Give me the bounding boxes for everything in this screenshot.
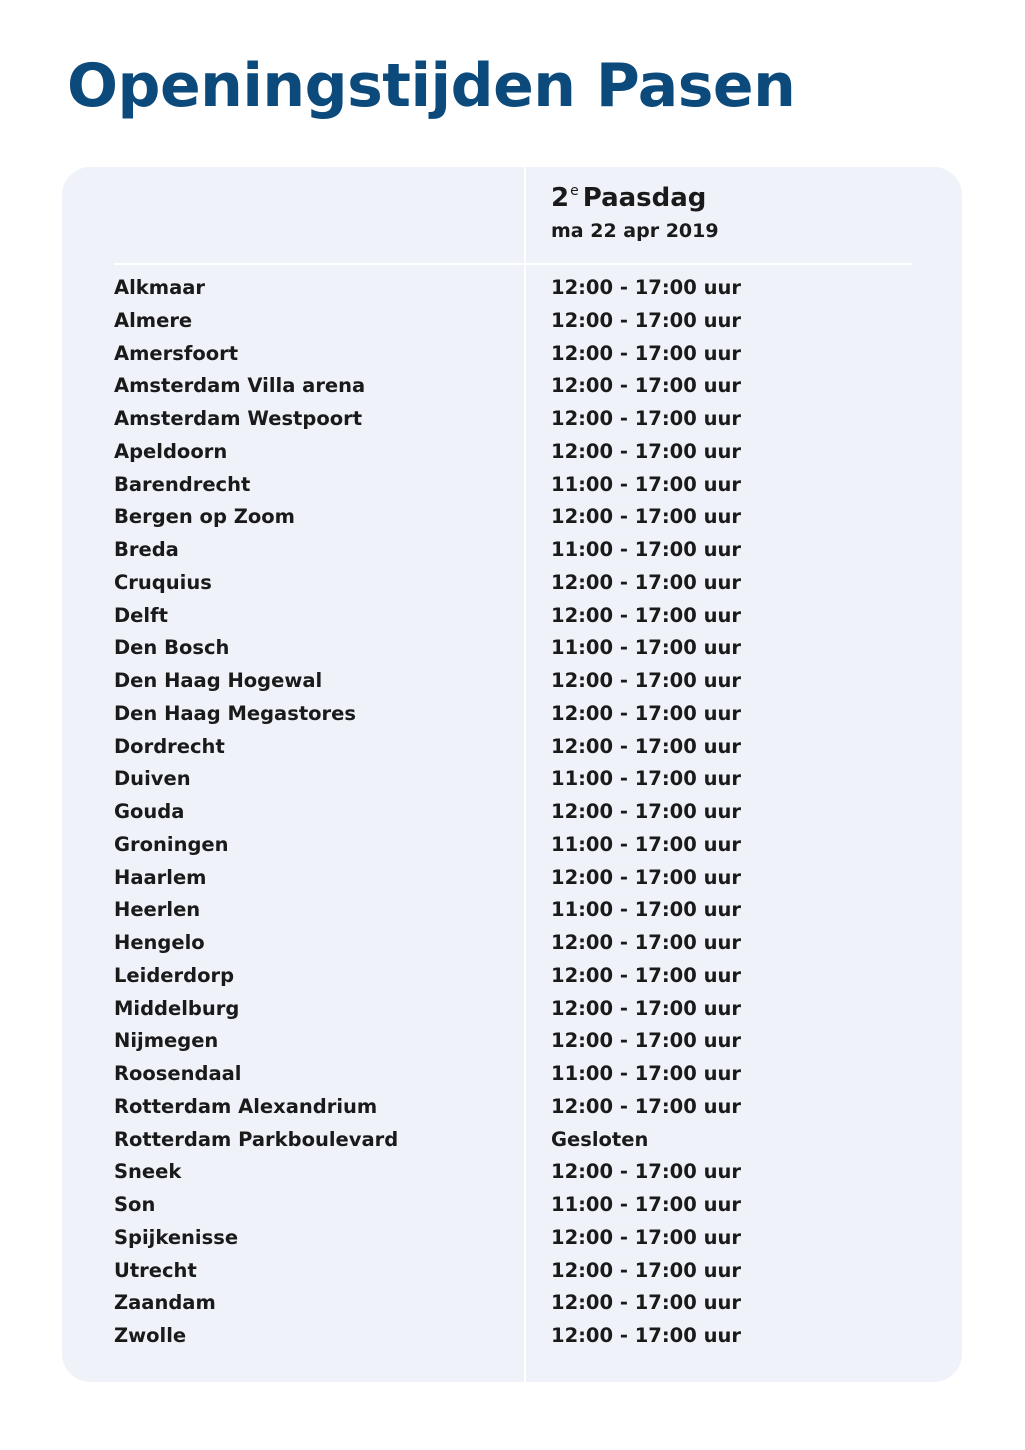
- table-row: [62, 633, 962, 666]
- table-row: [62, 830, 962, 863]
- table-row: [62, 273, 962, 306]
- table-row: [62, 339, 962, 372]
- opening-hours: 12:00 - 17:00 uur: [551, 276, 741, 299]
- location-name: Leiderdorp: [114, 963, 235, 987]
- location-name: Gouda: [114, 800, 185, 823]
- location-name: Son: [114, 1193, 156, 1216]
- opening-hours: 12:00 - 17:00 uur: [551, 407, 741, 430]
- table-row: [62, 666, 962, 699]
- location-name: Hengelo: [114, 931, 205, 954]
- opening-hours: 11:00 - 17:00 uur: [551, 1193, 741, 1216]
- opening-hours: 12:00 - 17:00 uur: [551, 1258, 741, 1282]
- opening-hours: 12:00 - 17:00 uur: [551, 1094, 741, 1118]
- day-name: Paasdag: [582, 183, 707, 213]
- day-suffix: e: [570, 183, 579, 199]
- opening-hours: 12:00 - 17:00 uur: [551, 1291, 741, 1315]
- table-row: [62, 1288, 962, 1321]
- opening-hours: 11:00 - 17:00 uur: [551, 538, 741, 561]
- table-row: [62, 1256, 962, 1289]
- opening-hours: 12:00 - 17:00 uur: [551, 701, 741, 725]
- table-row: [62, 961, 962, 994]
- opening-hours: 12:00 - 17:00 uur: [551, 374, 741, 398]
- location-name: Duiven: [114, 767, 191, 791]
- opening-hours: 12:00 - 17:00 uur: [551, 963, 741, 987]
- opening-hours: 12:00 - 17:00 uur: [551, 669, 741, 692]
- location-name: Groningen: [114, 832, 229, 856]
- table-row: [62, 928, 962, 961]
- opening-hours: 12:00 - 17:00 uur: [551, 865, 741, 889]
- location-name: Utrecht: [114, 1258, 197, 1282]
- table-row: [62, 1321, 962, 1354]
- location-name: Den Haag Megastores: [114, 701, 356, 725]
- day-number: 2: [551, 183, 570, 213]
- table-row: [62, 437, 962, 470]
- location-name: Roosendaal: [114, 1062, 242, 1085]
- page-title: Openingstijden Pasen: [67, 51, 796, 121]
- location-name: Barendrecht: [114, 472, 251, 496]
- table-row: [62, 994, 962, 1027]
- opening-hours: 12:00 - 17:00 uur: [551, 800, 741, 823]
- table-row: [62, 895, 962, 928]
- table-row: [62, 306, 962, 339]
- location-name: Amersfoort: [114, 341, 239, 365]
- opening-hours: 12:00 - 17:00 uur: [551, 1225, 741, 1249]
- table-row: [62, 732, 962, 765]
- location-name: Zaandam: [114, 1291, 216, 1315]
- table-row: [62, 764, 962, 797]
- location-name: Nijmegen: [114, 1029, 219, 1053]
- location-name: Den Haag Hogewal: [114, 669, 323, 692]
- table-row: [62, 1223, 962, 1256]
- location-name: Dordrecht: [114, 734, 225, 758]
- table-row: [62, 404, 962, 437]
- table-row: [62, 1125, 962, 1158]
- table-row: [62, 1157, 962, 1190]
- location-name: Alkmaar: [114, 276, 205, 299]
- table-row: [62, 1026, 962, 1059]
- location-name: Breda: [114, 538, 179, 561]
- location-name: Heerlen: [114, 898, 201, 922]
- location-name: Den Bosch: [114, 636, 230, 660]
- location-name: Cruquius: [114, 570, 212, 594]
- table-row: [62, 470, 962, 503]
- location-name: Haarlem: [114, 865, 207, 889]
- opening-hours: 11:00 - 17:00 uur: [551, 767, 741, 791]
- opening-hours: 12:00 - 17:00 uur: [551, 734, 741, 758]
- opening-hours: 11:00 - 17:00 uur: [551, 636, 741, 660]
- table-body: [62, 273, 962, 1354]
- location-name: Middelburg: [114, 996, 240, 1020]
- location-name: Bergen op Zoom: [114, 505, 295, 529]
- location-name: Almere: [114, 308, 193, 332]
- table-row: [62, 699, 962, 732]
- opening-hours: 11:00 - 17:00 uur: [551, 1062, 741, 1085]
- table-row: [62, 371, 962, 404]
- table-row: [62, 535, 962, 568]
- opening-hours: 12:00 - 17:00 uur: [551, 1029, 741, 1053]
- opening-hours: 12:00 - 17:00 uur: [551, 308, 741, 332]
- table-row: [62, 502, 962, 535]
- table-row: [62, 568, 962, 601]
- location-name: Amsterdam Villa arena: [114, 374, 366, 398]
- opening-hours: Gesloten: [551, 1127, 649, 1151]
- header-divider: [114, 263, 912, 265]
- opening-hours-table: [62, 167, 962, 1382]
- opening-hours: 12:00 - 17:00 uur: [551, 931, 741, 954]
- table-row: [62, 601, 962, 634]
- column-header-date: ma 22 apr 2019: [551, 220, 719, 242]
- opening-hours: 11:00 - 17:00 uur: [551, 472, 741, 496]
- opening-hours: 12:00 - 17:00 uur: [551, 505, 741, 529]
- location-name: Rotterdam Alexandrium: [114, 1094, 378, 1118]
- location-name: Rotterdam Parkboulevard: [114, 1127, 399, 1151]
- location-name: Sneek: [114, 1160, 182, 1184]
- opening-hours: 12:00 - 17:00 uur: [551, 1324, 741, 1347]
- table-row: [62, 1059, 962, 1092]
- opening-hours: 11:00 - 17:00 uur: [551, 832, 741, 856]
- location-name: Amsterdam Westpoort: [114, 407, 363, 430]
- location-name: Delft: [114, 603, 168, 627]
- location-name: Apeldoorn: [114, 439, 228, 463]
- opening-hours: 12:00 - 17:00 uur: [551, 439, 741, 463]
- opening-hours: 12:00 - 17:00 uur: [551, 996, 741, 1020]
- opening-hours: 12:00 - 17:00 uur: [551, 570, 741, 594]
- table-row: [62, 863, 962, 896]
- table-row: [62, 1092, 962, 1125]
- opening-hours: 11:00 - 17:00 uur: [551, 898, 741, 922]
- location-name: Zwolle: [114, 1324, 187, 1347]
- opening-hours: 12:00 - 17:00 uur: [551, 341, 741, 365]
- column-header-day: [551, 181, 706, 219]
- table-row: [62, 797, 962, 830]
- opening-hours: 12:00 - 17:00 uur: [551, 1160, 741, 1184]
- table-row: [62, 1190, 962, 1223]
- location-name: Spijkenisse: [114, 1225, 239, 1249]
- opening-hours: 12:00 - 17:00 uur: [551, 603, 741, 627]
